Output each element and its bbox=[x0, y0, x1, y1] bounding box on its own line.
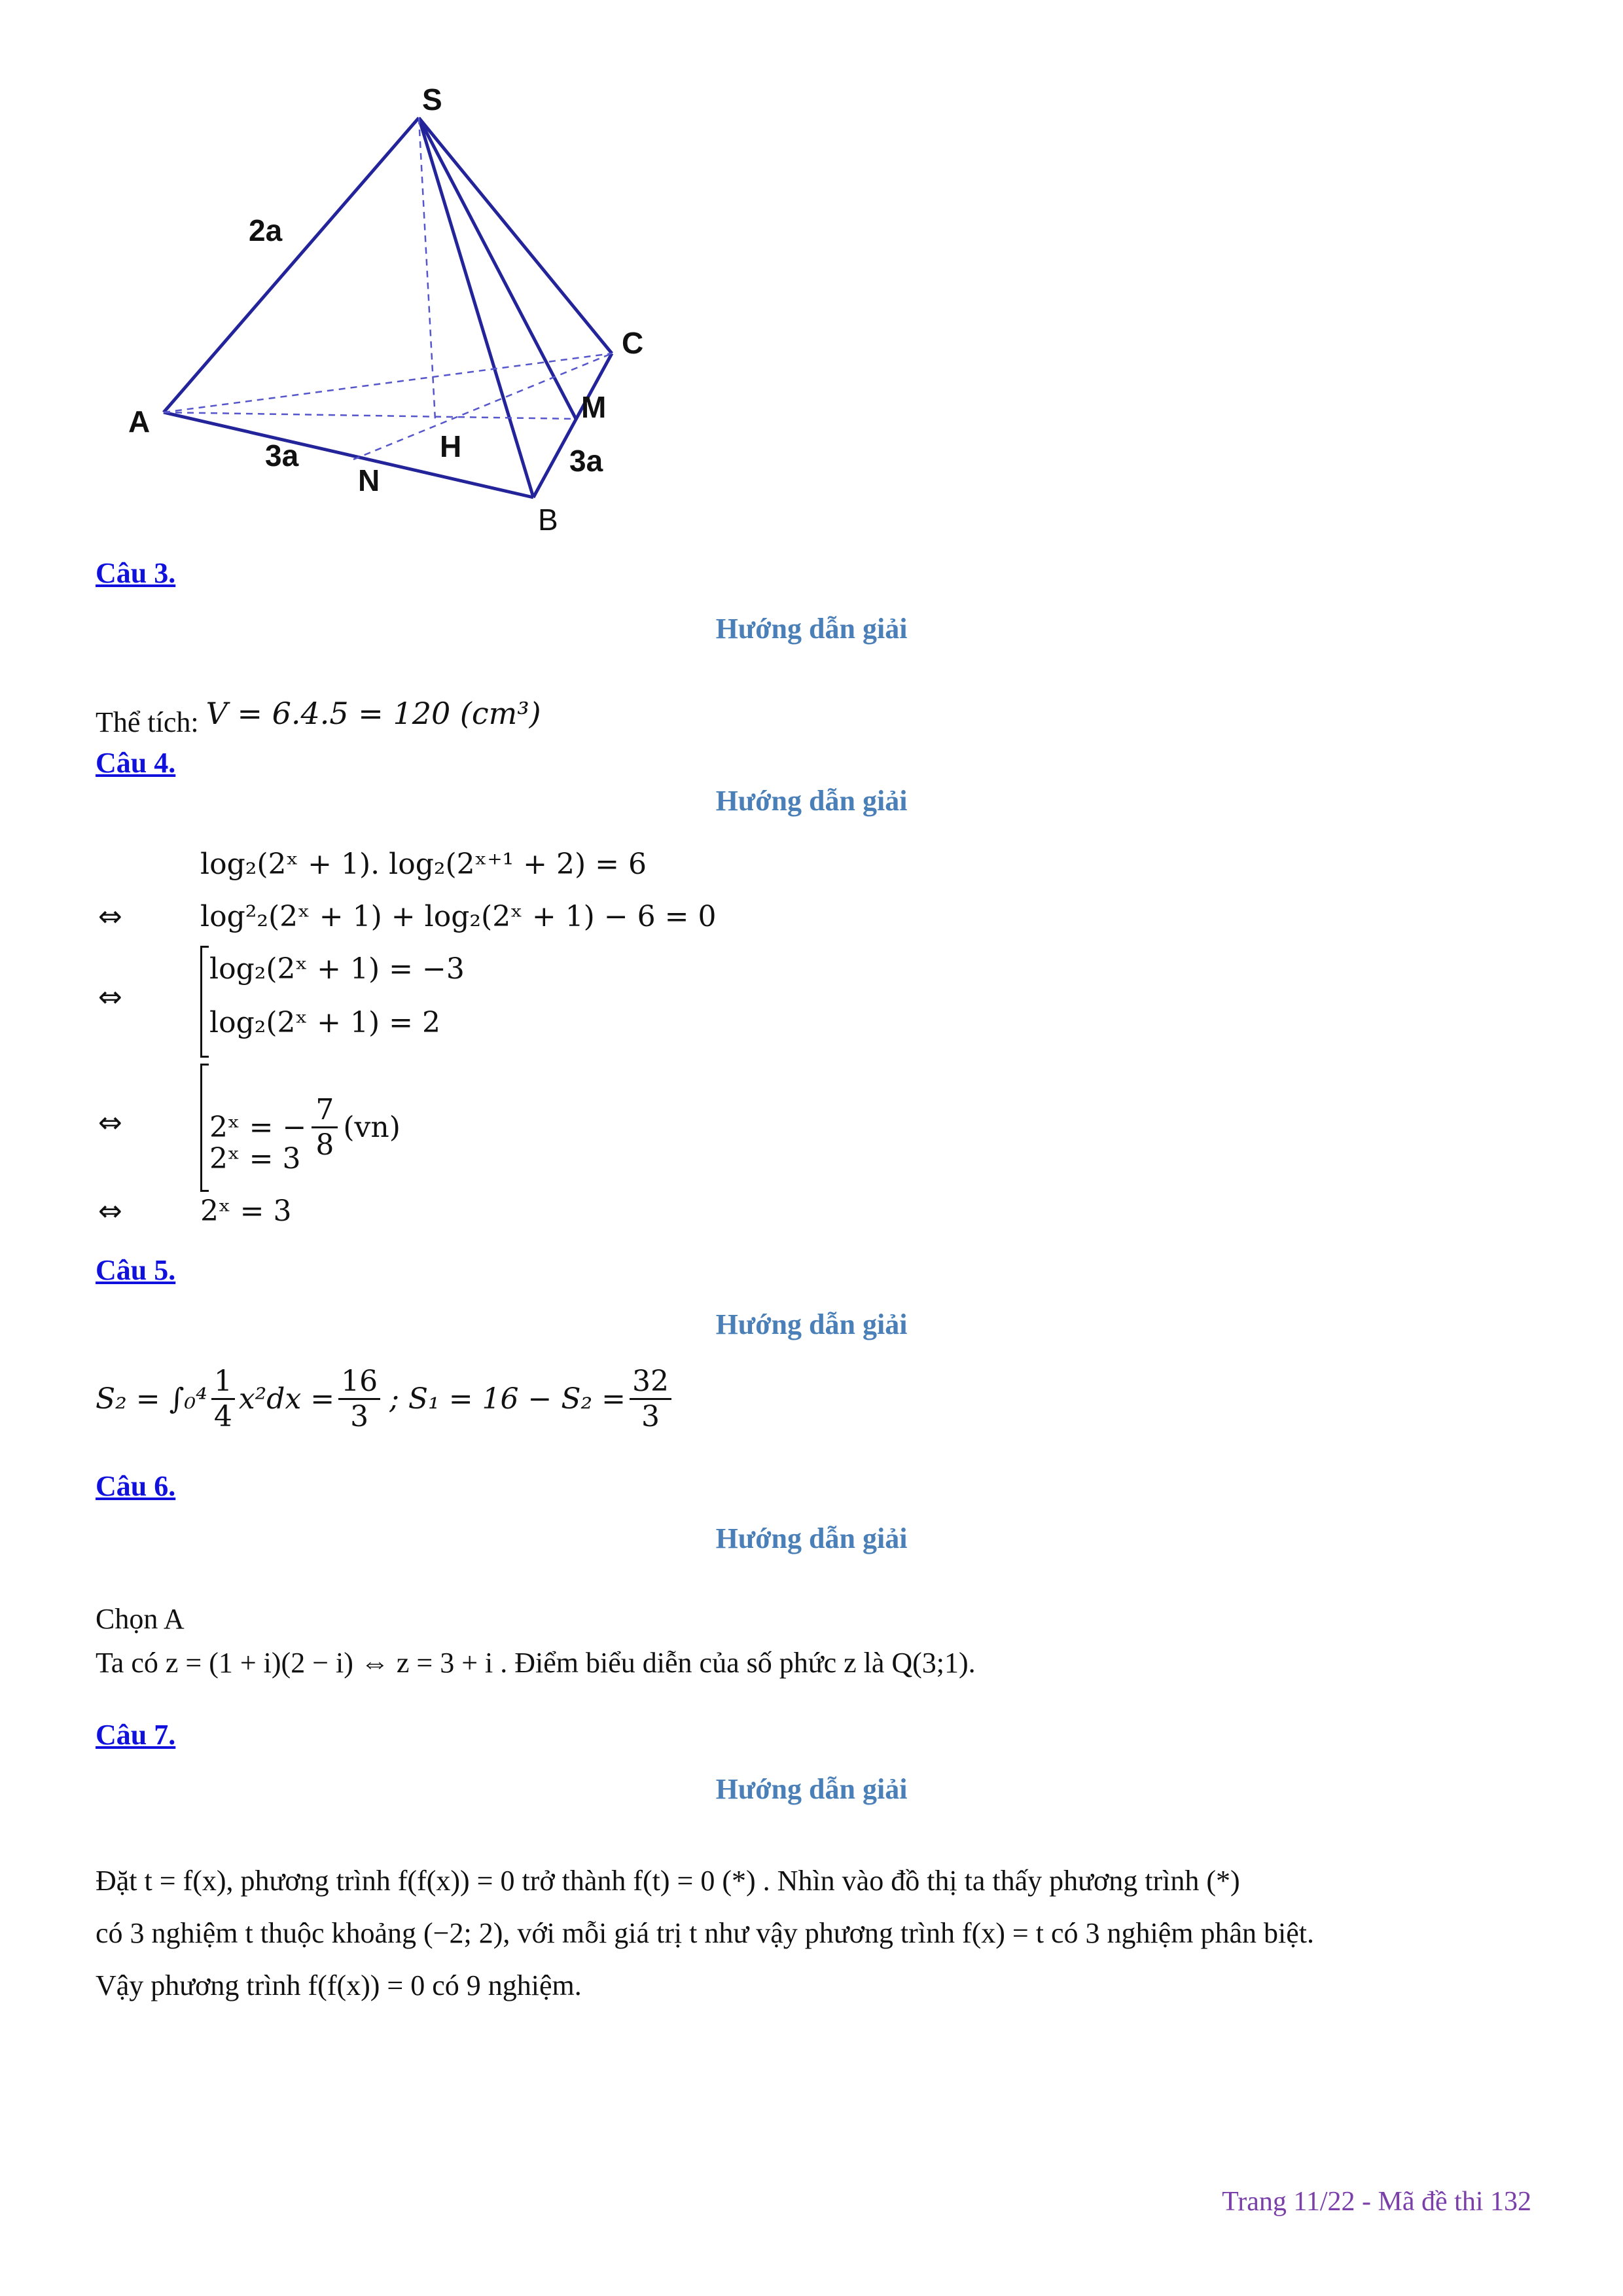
q6-title[interactable]: Câu 6. bbox=[96, 1470, 176, 1502]
q5-title[interactable]: Câu 5. bbox=[96, 1254, 176, 1286]
edge-AB bbox=[164, 412, 533, 497]
edge-label-BC: 3a bbox=[569, 444, 603, 478]
pyramid-figure bbox=[118, 79, 707, 550]
q7-line2: có 3 nghiệm t thuộc khoảng (−2; 2), với mỗi giá trị t như vậy phương trình f(x) = t có 3 nghiệm phân biệt. bbox=[96, 1917, 1314, 1949]
q4-frac-num: 7 bbox=[312, 1093, 338, 1128]
q7-line3: Vậy phương trình f(f(x)) = 0 có 9 nghiệm. bbox=[96, 1969, 582, 2001]
q4-iff-1: ⇔ bbox=[98, 900, 122, 933]
q5-frac-quarter bbox=[211, 1365, 235, 1433]
q4-line1: log₂(2ˣ + 1). log₂(2ˣ⁺¹ + 2) = 6 bbox=[200, 848, 647, 881]
q4-iff-2: ⇔ bbox=[98, 980, 122, 1014]
q4-iff-4: ⇔ bbox=[98, 1194, 122, 1228]
edge-label-AB: 3a bbox=[265, 439, 299, 473]
q5-frac-s1 bbox=[630, 1365, 671, 1433]
q5-heading: Hướng dẫn giải bbox=[715, 1308, 908, 1340]
q5-s2-lhs: S₂ = ∫₀⁴ bbox=[96, 1382, 207, 1416]
label-A: A bbox=[128, 404, 151, 439]
q5-frac-quarter-den: 4 bbox=[213, 1400, 232, 1433]
q4-line3a: log₂(2ˣ + 1) = −3 bbox=[209, 952, 465, 986]
q6-choice: Chọn A bbox=[96, 1603, 185, 1635]
q7-title[interactable]: Câu 7. bbox=[96, 1719, 176, 1751]
q4-line4b: 2ˣ = 3 bbox=[209, 1142, 301, 1175]
q4-line4a-lhs: 2ˣ = − bbox=[209, 1111, 307, 1144]
edge-label-SA: 2a bbox=[249, 213, 283, 247]
q5-frac-s1-num: 32 bbox=[630, 1365, 671, 1400]
q3-label: Thể tích: bbox=[96, 706, 199, 738]
q4-line3b: log₂(2ˣ + 1) = 2 bbox=[209, 1006, 441, 1039]
label-S: S bbox=[422, 82, 442, 117]
label-B: B bbox=[538, 503, 558, 537]
q4-line2: log²₂(2ˣ + 1) + log₂(2ˣ + 1) − 6 = 0 bbox=[200, 900, 717, 933]
q4-title[interactable]: Câu 4. bbox=[96, 747, 176, 779]
q4-heading: Hướng dẫn giải bbox=[715, 785, 908, 817]
q5-frac-s1-den: 3 bbox=[641, 1400, 660, 1433]
q4-iff-3: ⇔ bbox=[98, 1106, 122, 1139]
q3-heading: Hướng dẫn giải bbox=[715, 613, 908, 645]
q4-bracket-2 bbox=[200, 1064, 209, 1192]
q4-fraction bbox=[312, 1093, 338, 1162]
q4-bracket-1 bbox=[200, 946, 209, 1058]
label-C: C bbox=[622, 326, 644, 360]
q4-line5: 2ˣ = 3 bbox=[200, 1194, 292, 1228]
q6-heading: Hướng dẫn giải bbox=[715, 1522, 908, 1554]
edge-SC bbox=[419, 118, 612, 353]
q3-formula: V = 6.4.5 = 120 (cm³) bbox=[205, 696, 541, 731]
q3-title[interactable]: Câu 3. bbox=[96, 557, 176, 589]
label-H: H bbox=[440, 429, 462, 463]
q5-frac-s2-num: 16 bbox=[338, 1365, 380, 1400]
q7-heading: Hướng dẫn giải bbox=[715, 1773, 908, 1805]
q5-frac-s2-den: 3 bbox=[350, 1400, 369, 1433]
q3-volume bbox=[96, 696, 541, 740]
label-M: M bbox=[581, 390, 607, 424]
q4-line4a-rhs: (vn) bbox=[343, 1111, 401, 1144]
q7-line1: Đặt t = f(x), phương trình f(f(x)) = 0 trở thành f(t) = 0 (*) . Nhìn vào đồ thị ta thấy phương trình (*) bbox=[96, 1865, 1240, 1897]
q5-s1-lhs: ; S₁ = 16 − S₂ = bbox=[389, 1382, 626, 1416]
q5-formula bbox=[96, 1365, 675, 1433]
q5-frac-s2 bbox=[338, 1365, 380, 1433]
label-N: N bbox=[358, 463, 380, 497]
edge-SA bbox=[164, 118, 419, 412]
q5-s2-mid: x²dx = bbox=[238, 1382, 335, 1416]
q6-line: Ta có z = (1 + i)(2 − i) ⇔ z = 3 + i . Điểm biểu diễn của số phức z là Q(3;1). bbox=[96, 1647, 976, 1679]
edge-AM bbox=[164, 412, 576, 419]
page-footer: Trang 11/22 - Mã đề thi 132 bbox=[1222, 2187, 1531, 2217]
q4-frac-den: 8 bbox=[315, 1128, 334, 1162]
q5-frac-quarter-num: 1 bbox=[211, 1365, 235, 1400]
